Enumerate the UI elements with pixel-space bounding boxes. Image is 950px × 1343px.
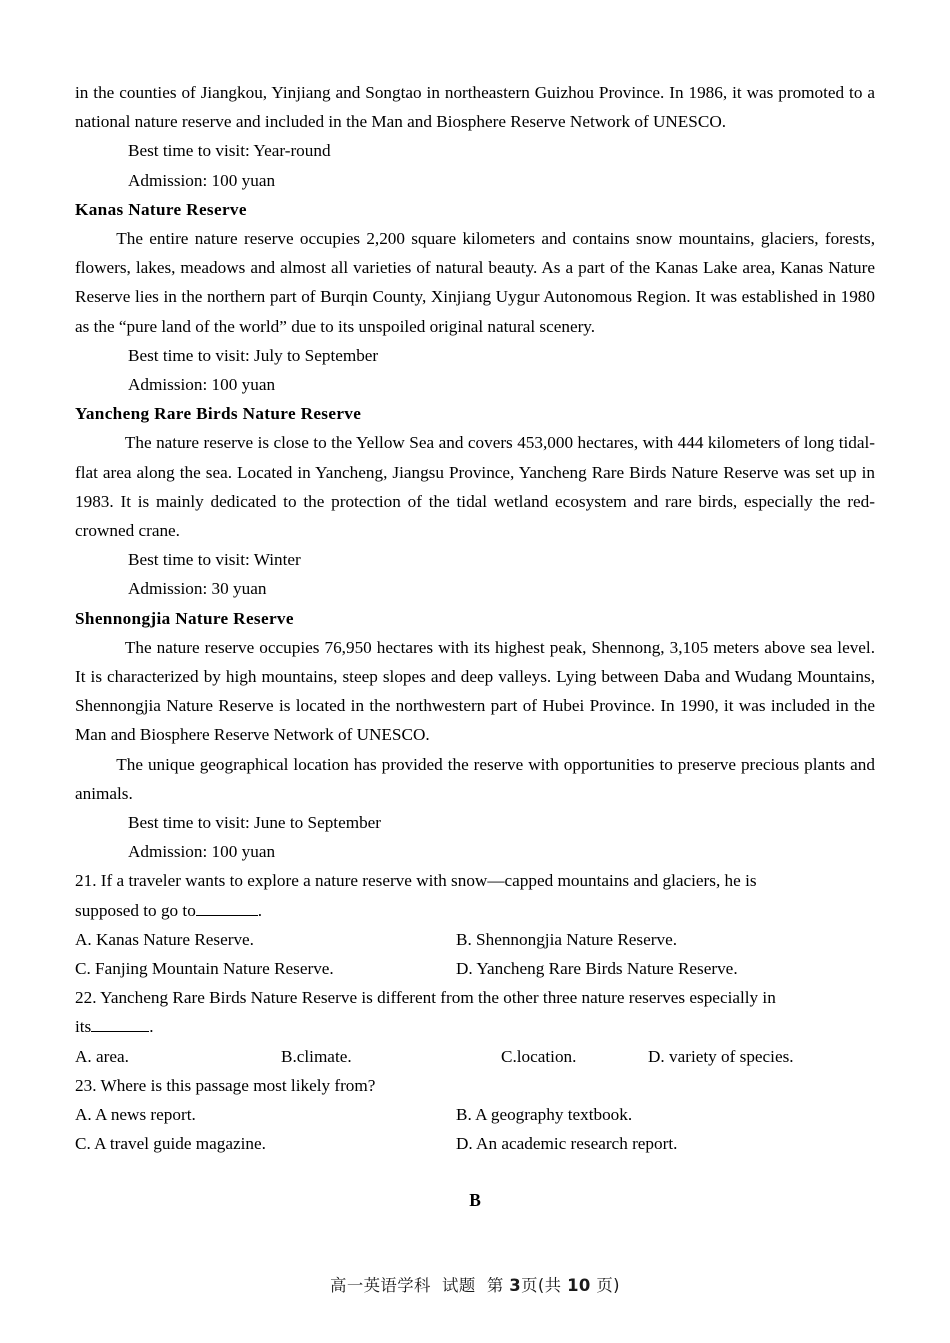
footer-page-prefix: 第 (486, 1276, 504, 1295)
reserve-description-kanas: The entire nature reserve occupies 2,200 square kilometers and contains snow mountains, glaciers, forests, flowers, lakes, meadows and almost all varieties of natural beauty. As a part of the Kanas Lake area, Kanas Nature Reserve lies in the northern part of Burqin County, Xinjiang Uygur Autonomous Region. It was established in 1980 as the “pure land of the world” due to its unspoiled original natural scenery. (75, 229, 875, 336)
question-21-stem-prefix: supposed to go to (75, 900, 196, 920)
question-21-options-row1 (75, 925, 875, 954)
kanas-admission: Admission: 100 yuan (128, 375, 276, 395)
question-21-options-row2 (75, 954, 875, 983)
question-21-option-c[interactable]: C. Fanjing Mountain Nature Reserve. (75, 959, 334, 979)
reserve-heading-yancheng: Yancheng Rare Birds Nature Reserve (75, 404, 362, 424)
footer-page-unit: 页(共 (521, 1276, 562, 1295)
document-page (75, 78, 875, 1216)
question-23-option-b[interactable]: B. A geography textbook. (456, 1105, 633, 1125)
reserve-description-yancheng: The nature reserve is close to the Yellow Sea and covers 453,000 hectares, with 444 kilometers of long tidal-flat area along the sea. Located in Yancheng, Jiangsu Province, Yancheng Rare Birds Nature Reserve was set up in 1983. It is mainly dedicated to the protection of the tidal wetland ecosystem and rare birds, especially the red-crowned crane. (75, 433, 875, 541)
question-22-option-d[interactable]: D. variety of species. (648, 1046, 794, 1066)
intro-paragraph: in the counties of Jiangkou, Yinjiang and Songtao in northeastern Guizhou Province. In 1986, it was promoted to a national nature reserve and included in the Man and Biosphere Reserve Network of UNESCO. (75, 83, 875, 132)
footer-total-pages: 10 (567, 1276, 591, 1295)
question-21-answer-blank[interactable] (196, 899, 258, 916)
question-22-stem-suffix: . (149, 1017, 154, 1037)
question-23-option-d[interactable]: D. An academic research report. (456, 1134, 678, 1154)
shennongjia-best-time: Best time to visit: June to September (128, 813, 382, 833)
question-21-stem-line2 (75, 896, 875, 925)
fanjing-admission: Admission: 100 yuan (128, 170, 276, 190)
footer-total-unit: 页) (596, 1276, 620, 1295)
question-22-option-a[interactable]: A. area. (75, 1046, 129, 1066)
shennongjia-admission: Admission: 100 yuan (128, 842, 276, 862)
fanjing-best-time: Best time to visit: Year-round (128, 141, 331, 161)
question-22-option-c[interactable]: C.location. (501, 1046, 577, 1066)
question-22-stem-line1: 22. Yancheng Rare Birds Nature Reserve is different from the other three nature reserves especially in (75, 988, 776, 1008)
question-23-options-row1 (75, 1100, 875, 1129)
question-21-option-b[interactable]: B. Shennongjia Nature Reserve. (456, 929, 677, 949)
question-22-options-row (75, 1042, 875, 1071)
reserve-heading-kanas: Kanas Nature Reserve (75, 199, 247, 219)
question-21-stem-suffix: . (257, 900, 263, 920)
reserve-description-shennongjia-extra: The unique geographical location has provided the reserve with opportunities to preserve precious plants and animals. (75, 754, 875, 803)
question-22-answer-blank[interactable] (91, 1016, 149, 1033)
question-22-stem-line2 (75, 1012, 875, 1041)
question-21-option-d[interactable]: D. Yancheng Rare Birds Nature Reserve. (456, 959, 738, 979)
yancheng-admission: Admission: 30 yuan (128, 579, 267, 599)
question-23-stem: 23. Where is this passage most likely from? (75, 1075, 376, 1095)
reserve-heading-shennongjia: Shennongjia Nature Reserve (75, 608, 294, 628)
question-23-option-a[interactable]: A. A news report. (75, 1105, 196, 1125)
question-21-stem-line1: 21. If a traveler wants to explore a nature reserve with snow—capped mountains and glaciers, he is (75, 871, 757, 891)
footer-label: 试题 (442, 1276, 476, 1295)
yancheng-best-time: Best time to visit: Winter (128, 550, 301, 570)
question-21-option-a[interactable]: A. Kanas Nature Reserve. (75, 929, 254, 949)
question-22-stem-prefix: its (75, 1017, 92, 1037)
question-23-option-c[interactable]: C. A travel guide magazine. (75, 1134, 266, 1154)
footer-subject: 高一英语学科 (330, 1276, 431, 1295)
page-footer (0, 1272, 950, 1296)
section-marker: B (469, 1190, 481, 1211)
question-22-option-b[interactable]: B.climate. (281, 1046, 352, 1066)
kanas-best-time: Best time to visit: July to September (128, 345, 379, 365)
reserve-description-shennongjia: The nature reserve occupies 76,950 hectares with its highest peak, Shennong, 3,105 meters above sea level. It is characterized by high mountains, steep slopes and deep valleys. Lying between Daba and Wudang Mountains, Shennongjia Nature Reserve is located in the northwestern part of Hubei Province. In 1990, it was included in the Man and Biosphere Reserve Network of UNESCO. (75, 637, 875, 745)
question-23-options-row2 (75, 1129, 875, 1158)
footer-page-number: 3 (509, 1276, 522, 1295)
